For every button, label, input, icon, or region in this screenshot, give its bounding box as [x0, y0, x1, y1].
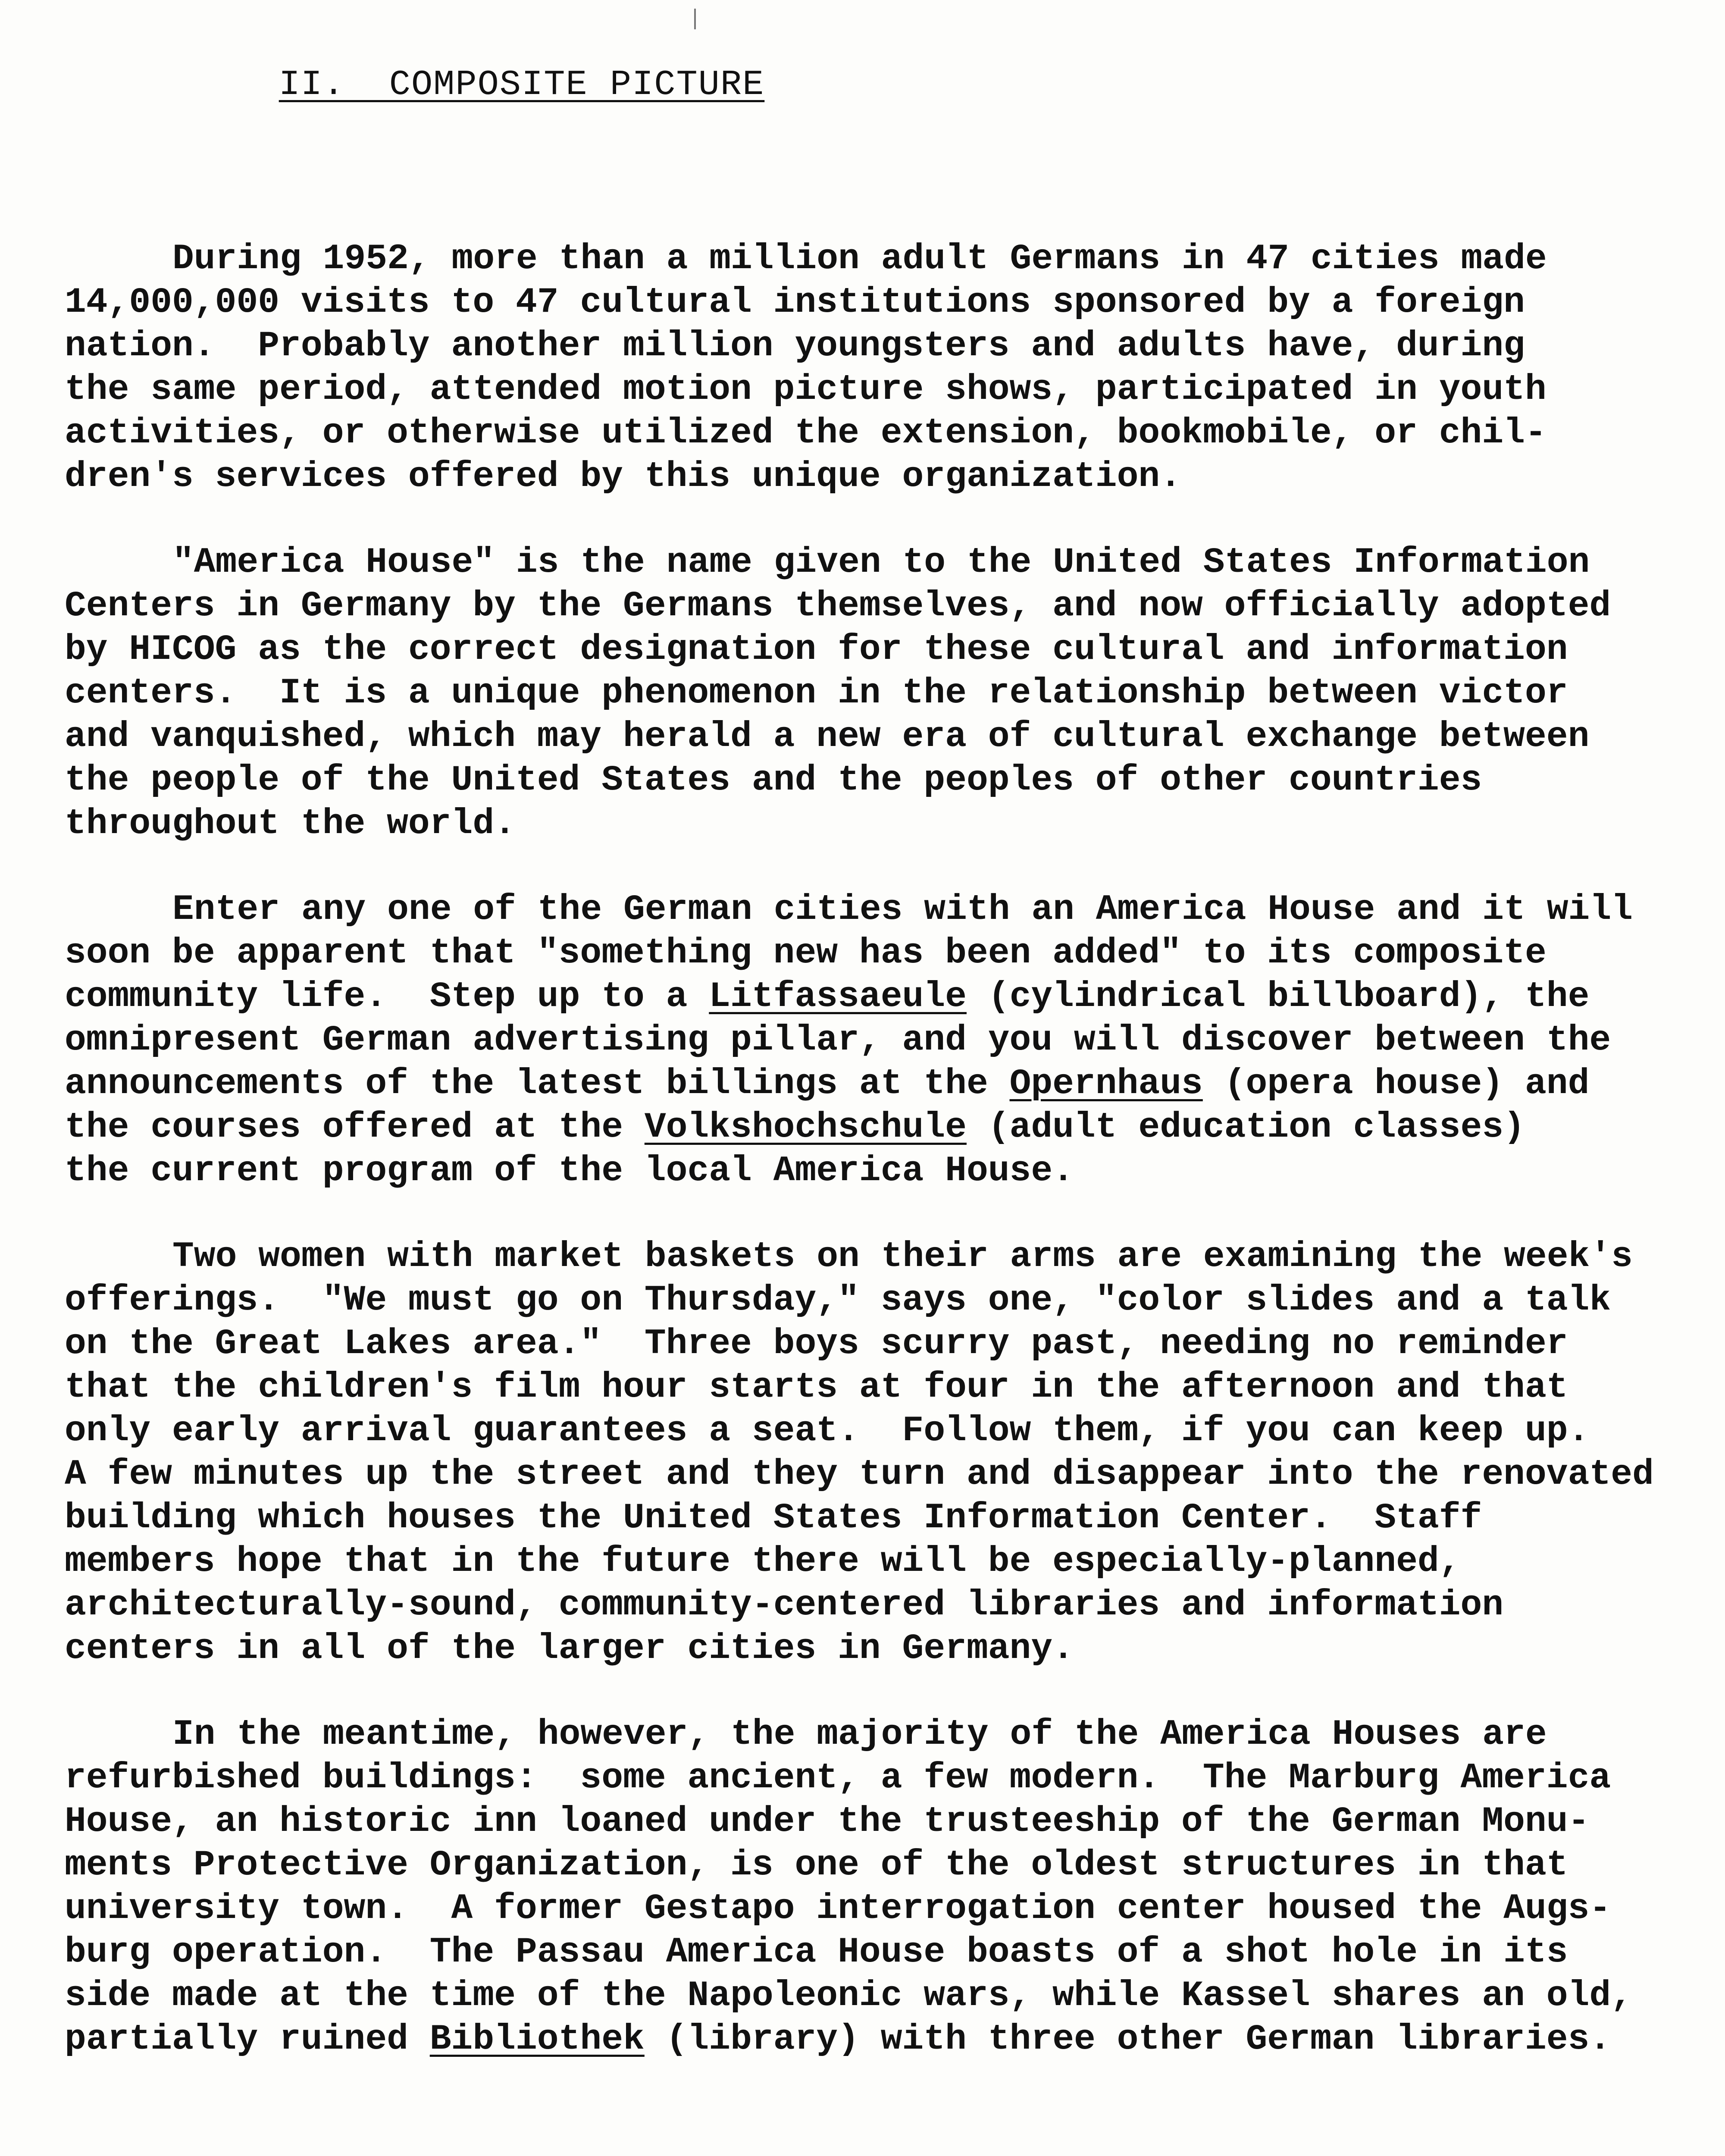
text-segment: During 1952, more than a million adult Germans in 47 cities made [172, 238, 1547, 279]
text-line [65, 1018, 1686, 1062]
text-segment: A few minutes up the street and they turn and disappear into the renovated [65, 1454, 1654, 1495]
text-line [65, 2018, 1686, 2061]
text-segment: nation. Probably another million youngsters and adults have, during [65, 326, 1525, 366]
text-line [65, 1235, 1686, 1279]
text-segment: centers. It is a unique phenomenon in the relationship between victor [65, 673, 1568, 713]
text-line [65, 281, 1686, 324]
text-line [65, 1453, 1686, 1496]
text-segment: soon be apparent that "something new has been added" to its composite [65, 933, 1547, 973]
text-line [65, 1974, 1686, 2018]
text-segment: community life. Step up to a [65, 976, 709, 1017]
text-segment: and vanquished, which may herald a new era of cultural exchange between [65, 716, 1590, 757]
text-line [65, 1106, 1686, 1149]
paragraph [65, 1713, 1686, 2061]
text-segment: centers in all of the larger cities in Germany. [65, 1628, 1074, 1669]
text-line [65, 1540, 1686, 1583]
text-segment: (cylindrical billboard), the [966, 976, 1590, 1017]
text-segment: members hope that in the future there will be especially-planned, [65, 1541, 1461, 1582]
text-line [65, 802, 1686, 846]
text-line [65, 1496, 1686, 1540]
text-line [65, 368, 1686, 411]
text-segment: throughout the world. [65, 803, 516, 844]
section-title: II. COMPOSITE PICTURE [279, 65, 765, 105]
paragraph [65, 888, 1686, 1193]
text-segment: (adult education classes) [966, 1107, 1525, 1147]
text-segment: House, an historic inn loaned under the trusteeship of the German Monu- [65, 1801, 1590, 1842]
text-segment: omnipresent German advertising pillar, and you will discover between the [65, 1020, 1611, 1060]
text-segment: building which houses the United States Information Center. Staff [65, 1498, 1482, 1538]
underlined-term: Volkshochschule [644, 1107, 967, 1147]
text-segment: offerings. "We must go on Thursday," says one, "color slides and a talk [65, 1280, 1611, 1320]
underlined-term: Opernhaus [1009, 1063, 1203, 1104]
text-line [65, 455, 1686, 498]
text-line [65, 584, 1686, 628]
text-segment: university town. A former Gestapo interrogation center housed the Augs- [65, 1888, 1611, 1929]
paragraph [65, 1235, 1686, 1670]
text-segment: "America House" is the name given to the United States Information [172, 542, 1590, 583]
text-line [65, 1627, 1686, 1670]
text-segment: refurbished buildings: some ancient, a few modern. The Marburg America [65, 1758, 1611, 1798]
text-segment: burg operation. The Passau America House boasts of a shot hole in its [65, 1932, 1568, 1972]
text-segment: Centers in Germany by the Germans themselves, and now officially adopted [65, 586, 1611, 626]
text-segment: partially ruined [65, 2019, 430, 2059]
text-segment: the current program of the local America House. [65, 1150, 1074, 1191]
text-segment: the same period, attended motion picture shows, participated in youth [65, 369, 1547, 410]
text-segment: (library) with three other German libraries. [644, 2019, 1611, 2059]
text-line [65, 1409, 1686, 1453]
text-segment: the people of the United States and the peoples of other countries [65, 760, 1482, 800]
text-line [65, 715, 1686, 758]
text-segment: announcements of the latest billings at the [65, 1063, 1010, 1104]
text-line [65, 541, 1686, 584]
text-line [65, 1149, 1686, 1193]
text-segment: Enter any one of the German cities with an America House and it will [172, 889, 1633, 930]
text-segment: by HICOG as the correct designation for these cultural and information [65, 629, 1568, 670]
text-segment: only early arrival guarantees a seat. Follow them, if you can keep up. [65, 1410, 1590, 1451]
text-segment: activities, or otherwise utilized the extension, bookmobile, or chil- [65, 413, 1547, 453]
text-line [65, 1366, 1686, 1409]
text-line [65, 628, 1686, 671]
text-segment: In the meantime, however, the majority of the America Houses are [172, 1714, 1547, 1755]
text-segment: architecturally-sound, community-centered libraries and information [65, 1585, 1504, 1625]
paragraph [65, 237, 1686, 498]
text-line [65, 1756, 1686, 1800]
text-line [65, 888, 1686, 931]
text-segment: dren's services offered by this unique organization. [65, 456, 1182, 497]
text-segment: side made at the time of the Napoleonic wars, while Kassel shares an old, [65, 1975, 1632, 2016]
text-line [65, 1583, 1686, 1627]
text-line [65, 1062, 1686, 1106]
text-line [65, 1800, 1686, 1843]
text-line [65, 931, 1686, 975]
text-segment: Two women with market baskets on their arms are examining the week's [172, 1236, 1633, 1277]
text-line [65, 1713, 1686, 1756]
text-segment: on the Great Lakes area." Three boys scurry past, needing no reminder [65, 1323, 1568, 1364]
paragraph [65, 541, 1686, 846]
text-line [65, 237, 1686, 281]
text-line [65, 758, 1686, 802]
text-line [65, 1322, 1686, 1366]
text-line [65, 1930, 1686, 1974]
text-segment: 14,000,000 visits to 47 cultural institutions sponsored by a foreign [65, 282, 1525, 323]
text-line [65, 411, 1686, 455]
text-line [65, 1279, 1686, 1322]
text-segment: ments Protective Organization, is one of the oldest structures in that [65, 1845, 1568, 1885]
text-line [65, 1887, 1686, 1930]
underlined-term: Bibliothek [429, 2019, 645, 2059]
text-segment: that the children's film hour starts at four in the afternoon and that [65, 1367, 1568, 1407]
scan-mark [694, 9, 696, 29]
document-body [65, 237, 1686, 2103]
text-line [65, 324, 1686, 368]
text-segment: the courses offered at the [65, 1107, 645, 1147]
underlined-term: Litfassaeule [709, 976, 967, 1017]
text-line [65, 975, 1686, 1018]
text-line [65, 1843, 1686, 1887]
text-segment: (opera house) and [1202, 1063, 1590, 1104]
text-line [65, 671, 1686, 715]
